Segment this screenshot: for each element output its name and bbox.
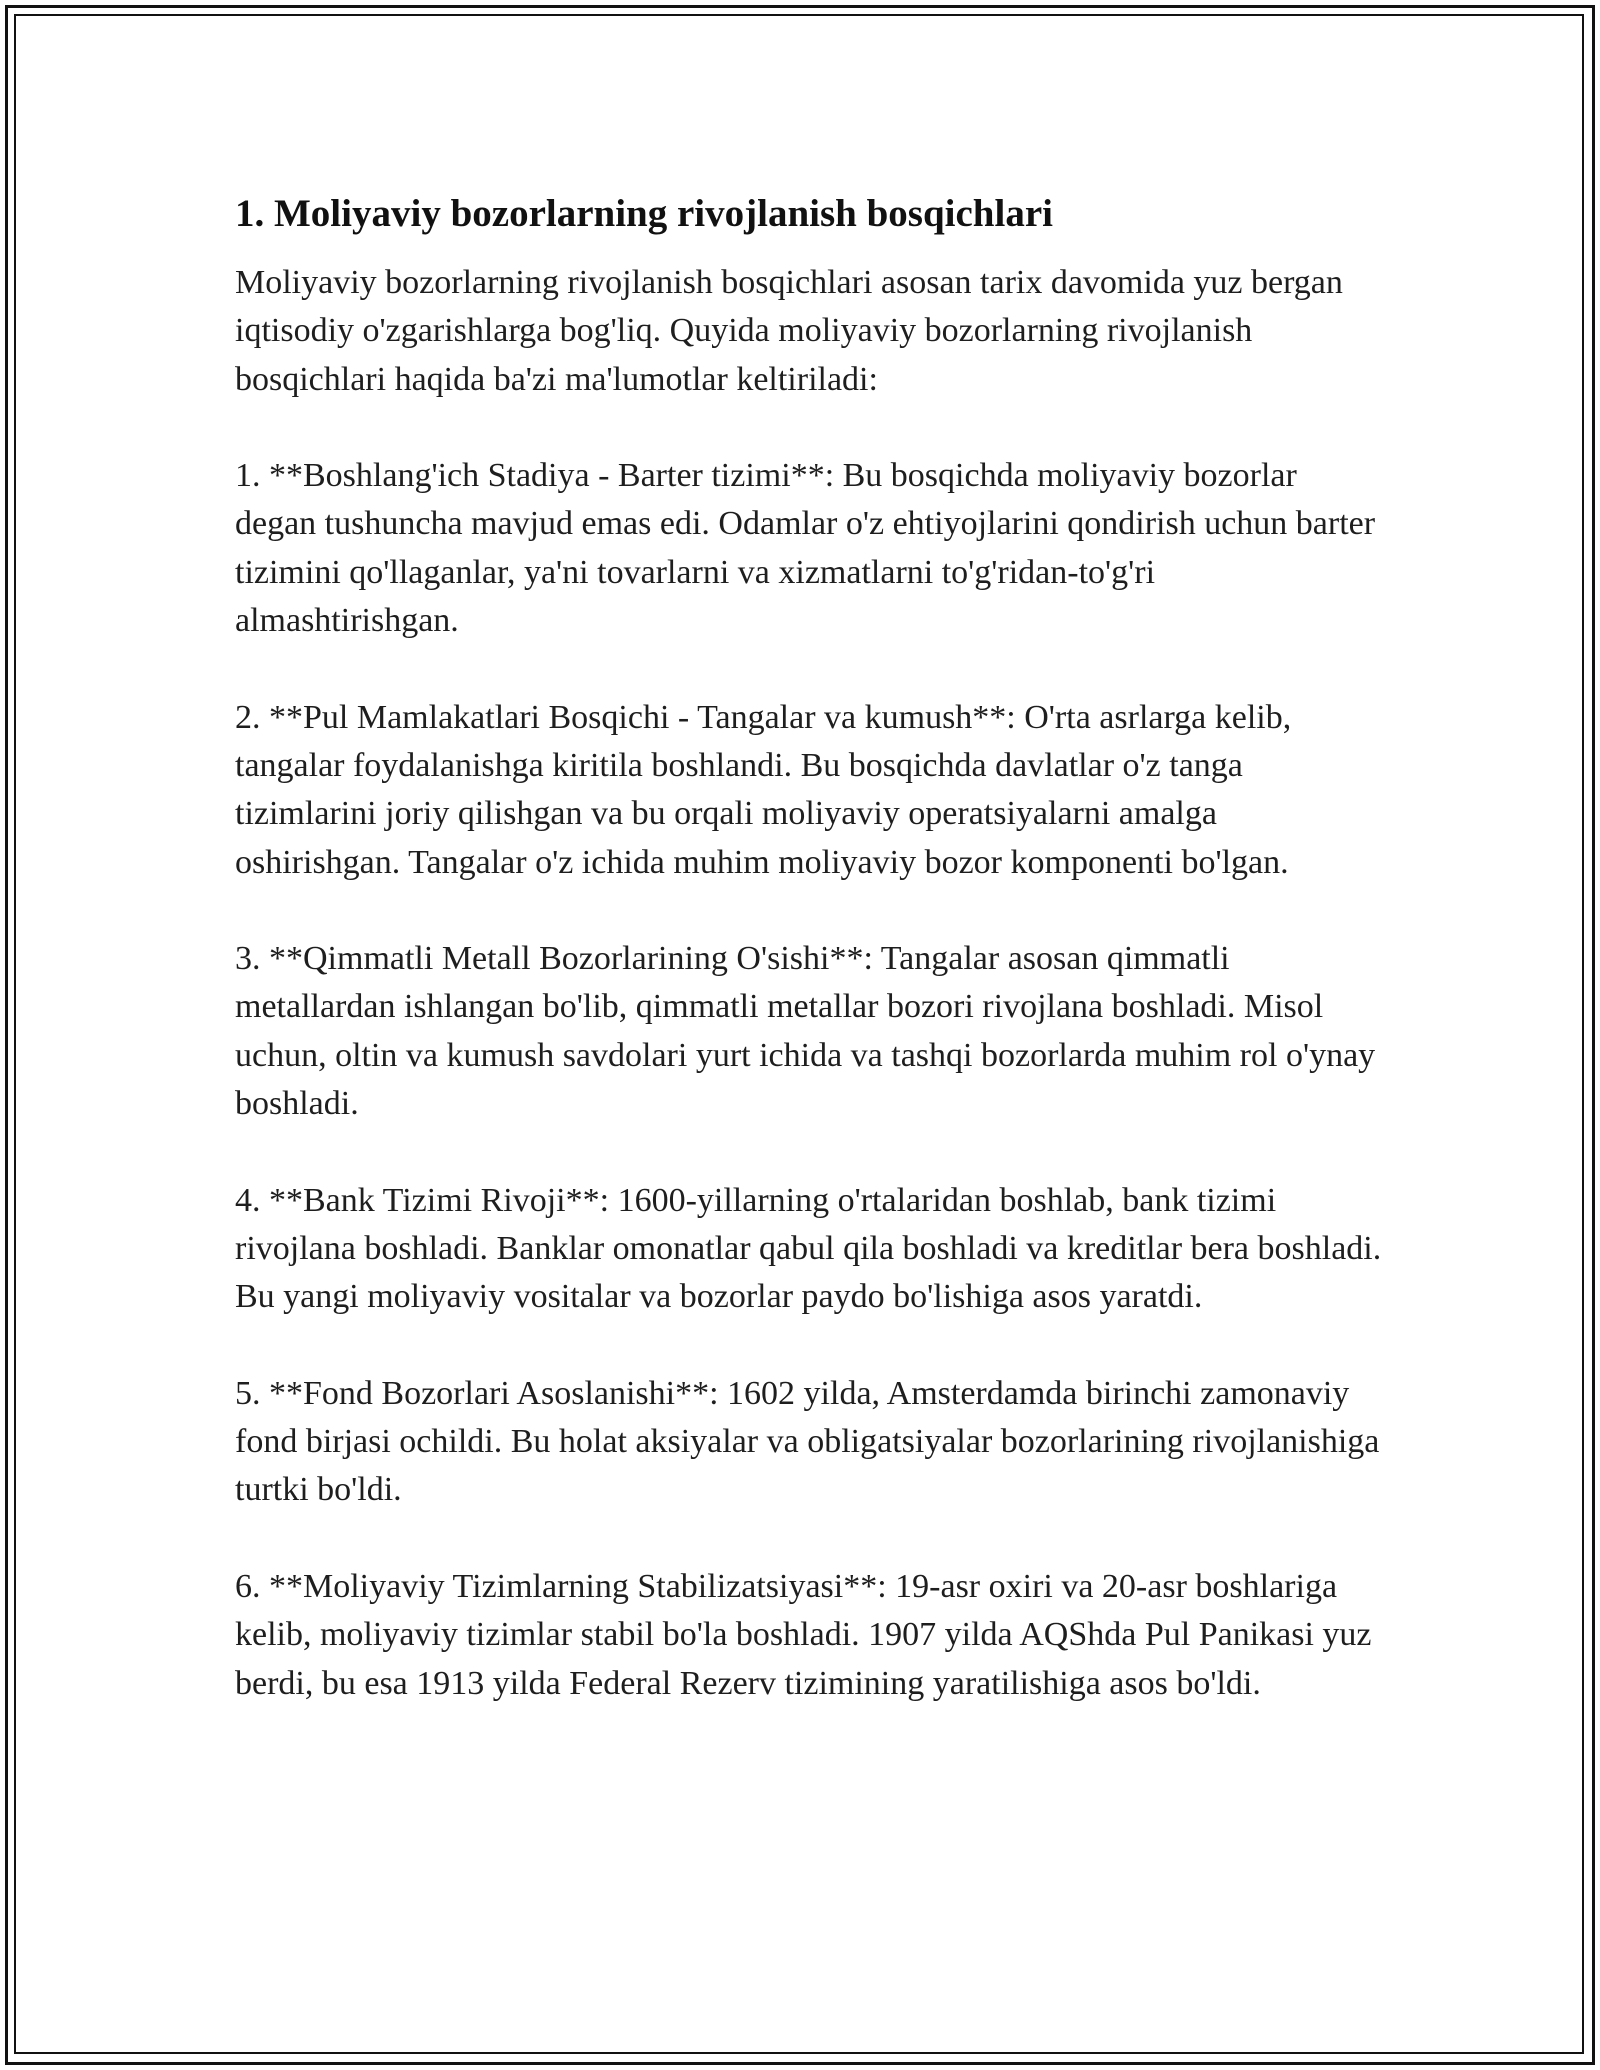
list-item: 1. **Boshlang'ich Stadiya - Barter tizimi**: Bu bosqichda moliyaviy bozorlar degan tushuncha mavjud emas edi. Odamlar o'z ehtiyojlarini qondirish uchun barter tizimini qo'llaganlar, ya'ni tovarlarni va xizmatlarni to'g'ridan-to'g'ri almashtirishgan. bbox=[235, 457, 1376, 640]
intro-paragraph: Moliyaviy bozorlarning rivojlanish bosqichlari asosan tarix davomida yuz bergan iqtisodiy o'zgarishlarga bog'liq. Quyida moliyaviy bozorlarning rivojlanish bosqichlari haqida ba'zi ma'lumotlar keltiriladi: bbox=[235, 264, 1343, 398]
list-item: 4. **Bank Tizimi Rivoji**: 1600-yillarning o'rtalaridan boshlab, bank tizimi rivojlana boshladi. Banklar omonatlar qabul qila boshladi va kreditlar bera boshladi. Bu yangi moliyaviy vositalar va bozorlar paydo bo'lishiga asos yaratdi. bbox=[235, 1181, 1382, 1316]
list-item: 3. **Qimmatli Metall Bozorlarining O'sishi**: Tangalar asosan qimmatli metallardan ishlangan bo'lib, qimmatli metallar bozori rivojlana boshladi. Misol uchun, oltin va kumush savdolari yurt ichida va tashqi bozorlarda muhim rol o'ynay boshladi. bbox=[235, 940, 1376, 1123]
list-item: 2. **Pul Mamlakatlari Bosqichi - Tangalar va kumush**: O'rta asrlarga kelib, tangalar foydalanishga kiritila boshlandi. Bu bosqichda davlatlar o'z tanga tizimlarini joriy qilishgan va bu orqali moliyaviy operatsiyalarni amalga oshirishgan. Tangalar o'z ichida muhim moliyaviy bozor komponenti bo'lgan. bbox=[235, 698, 1292, 881]
list-item: 5. **Fond Bozorlari Asoslanishi**: 1602 yilda, Amsterdamda birinchi zamonaviy fond birjasi ochildi. Bu holat aksiyalar va obligatsiyalar bozorlarining rivojlanishiga turtki bo'ldi. bbox=[235, 1374, 1380, 1509]
document-body bbox=[235, 185, 1385, 1708]
document-title: 1. Moliyaviy bozorlarning rivojlanish bosqichlari bbox=[235, 192, 1053, 235]
list-item: 6. **Moliyaviy Tizimlarning Stabilizatsiyasi**: 19-asr oxiri va 20-asr boshlariga kelib, moliyaviy tizimlar stabil bo'la boshladi. 1907 yilda AQShda Pul Panikasi yuz berdi, bu esa 1913 yilda Federal Rezerv tizimining yaratilishiga asos bo'ldi. bbox=[235, 1568, 1372, 1702]
